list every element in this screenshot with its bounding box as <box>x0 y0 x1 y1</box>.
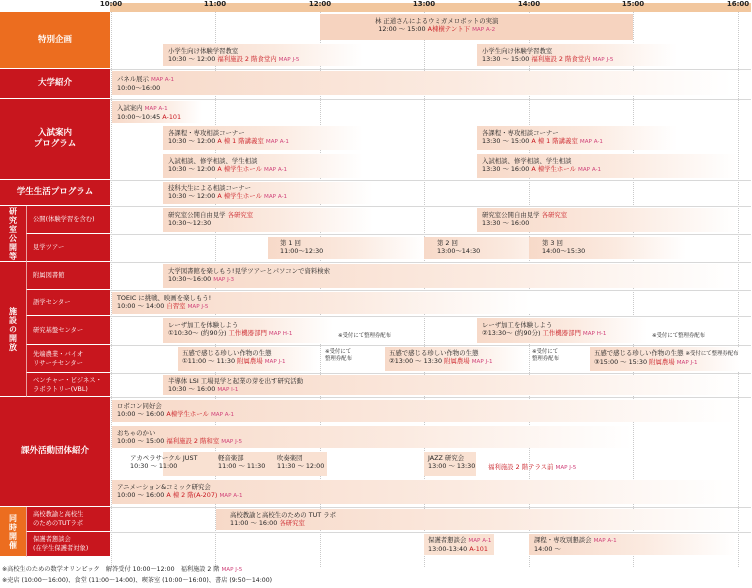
event-robot: 林 正道さんによるウミガメロボットの実演 12:00 〜 15:00 A棟横テント下 MAP A-2 <box>375 17 499 34</box>
subcategory-research: 研究基盤センター <box>26 316 110 345</box>
event-laser-am: レーザ加工を体験しよう ①10:30〜 (約90分) 工作機器部門 MAP H-1 <box>168 321 293 338</box>
time-label-13: 13:00 <box>412 0 436 8</box>
subcategory-lab-open: 公開(体験学習を含む) <box>26 206 110 234</box>
row-separator <box>110 507 751 508</box>
event-acapella: アカペラサークル JUST 10:30 〜 11:00 <box>130 454 198 471</box>
time-label-14: 14:00 <box>517 0 541 8</box>
event-crop1: 五感で感じる珍しい作物の生態 ①11:00 〜 11:30 附属農場 MAP J-1 <box>182 349 286 366</box>
event-parents: 保護者懇談会 MAP A-1 13:00-13:40 A-101 <box>428 536 492 554</box>
category-university: 大学紹介 <box>0 69 110 99</box>
event-courses-talk: 課程・専攻別懇談会 MAP A-1 14:00 〜 <box>534 536 617 554</box>
subcategory-agriculture: 先端農業・バイオ リサーチセンター <box>26 345 110 373</box>
subcategory-library: 附属図書館 <box>26 262 110 290</box>
subcategory-parents: 保護者懇談会 (在学生保護者対象) <box>26 532 110 557</box>
event-laser-pm: レーザ加工を体験しよう ②13:30〜 (約90分) 工作機器部門 MAP H-1 <box>482 321 607 338</box>
event-tour2: 第 2 回 13:00〜14:30 <box>437 239 481 256</box>
row-separator <box>110 99 751 100</box>
event-panel: パネル展示 MAP A-1 10:00〜16:00 <box>117 75 175 93</box>
footnote-math-olympiad: ※高校生のための数学オリンピック 解答受付 10:00〜12:00 福利施設 2 階 MAP J-5 <box>2 566 243 573</box>
event-crop2: 五感で感じる珍しい作物の生態 ②13:00 〜 13:30 附属農場 MAP J-1 <box>389 349 493 366</box>
footnote-shops: ※売店 (10:00〜16:00)、食堂 (11:00〜14:00)、喫茶室 (10:00〜16:00)、書店 (9:50〜14:00) <box>2 577 273 584</box>
event-crop3: 五感で感じる珍しい作物の生態 ※受付にて整理券配布 ③15:00 〜 15:30 附属農場 MAP J-1 <box>594 349 739 366</box>
bar-panel <box>112 71 732 95</box>
row-separator <box>110 206 751 207</box>
subcategory-vbl: ベンチャー・ビジネス・ ラボラトリー(VBL) <box>26 373 110 397</box>
event-jazz: JAZZ 研究会 13:00 〜 13:30 <box>428 454 476 471</box>
event-lsi: 半導体 LSI 工場見学と起業の芽を出す研究活動 10:30 〜 16:00 MAP I-1 <box>168 377 303 394</box>
time-label-12: 12:00 <box>308 0 332 8</box>
row-separator <box>110 290 751 291</box>
event-consult-pm: 入試相談、修学相談、学生相談 13:30 〜 16:00 A 棟学生ホール MAP A-1 <box>482 157 602 174</box>
note-laser-am: ※受付にて整理券配布 <box>338 333 392 339</box>
event-music-place: 福利施設 2 階テラス前 MAP J-5 <box>488 463 577 471</box>
row-separator <box>110 397 751 398</box>
row-separator <box>110 532 751 533</box>
category-simultaneous: 同時開催 <box>0 507 26 557</box>
time-label-16: 16:00 <box>726 0 750 8</box>
row-separator <box>110 234 751 235</box>
event-robocon: ロボコン同好会 10:00 〜 16:00 A棟学生ホール MAP A-1 <box>117 402 235 419</box>
event-lab-am: 研究室公開自由見学 各研究室 10:30〜12:30 <box>168 211 254 228</box>
event-course-pm: 各課程・専攻相談コーナー 13:30 〜 15:00 A 棟 1 階講義室 MAP A-1 <box>482 129 603 146</box>
row-separator <box>110 69 751 70</box>
category-facility: 施設の開放 <box>0 262 26 397</box>
event-kids-pm: 小学生向け体験学習教室 13:30 〜 15:00 福利施設 2 階食堂内 MAP J-5 <box>482 47 614 64</box>
event-tour3: 第 3 回 14:00〜15:30 <box>542 239 586 256</box>
event-brass: 吹奏楽団 11:30 〜 12:00 <box>277 454 325 471</box>
event-guide: 入試案内 MAP A-1 10:00〜10:45 A-101 <box>117 104 182 122</box>
note-laser-pm: ※受付にて整理券配布 <box>652 333 706 339</box>
event-light-music: 軽音楽部 11:00 〜 11:30 <box>218 454 266 471</box>
event-anime: アニメーション&コミック研究会 10:00 〜 16:00 A 棟 2 階(A-207) MAP A-1 <box>117 483 243 500</box>
category-special: 特別企画 <box>0 12 110 69</box>
category-lab: 研究室公開等 <box>0 206 26 262</box>
subcategory-language: 語学センター <box>26 290 110 316</box>
row-separator <box>110 180 751 181</box>
event-toeic: TOEIC に挑戦、映画を楽しもう! 10:00 〜 14:00 自習室 MAP J-5 <box>117 294 212 311</box>
row-separator <box>110 262 751 263</box>
event-course-am: 各課程・専攻相談コーナー 10:30 〜 12:00 A 棟 1 階講義室 MAP A-1 <box>168 129 289 146</box>
event-kids-am: 小学生向け体験学習教室 10:30 〜 12:00 福利施設 2 階食堂内 MAP J-5 <box>168 47 300 64</box>
category-student-life: 学生生活プログラム <box>0 180 110 206</box>
row-separator <box>110 316 751 317</box>
note-crop1: ※受付にて 整理券配布 <box>325 349 352 362</box>
subcategory-lab-tour: 見学ツアー <box>26 234 110 262</box>
row-separator <box>110 345 751 346</box>
time-label-11: 11:00 <box>203 0 227 8</box>
note-crop2: ※受付にて 整理券配布 <box>532 349 559 362</box>
row-separator <box>110 373 751 374</box>
event-tour1: 第 1 回 11:00〜12:30 <box>280 239 324 256</box>
event-tea: おちゃのかい 10:00 〜 15:00 福利施設 2 階和室 MAP J-5 <box>117 429 243 446</box>
event-library: 大学図書館を楽しもう!見学ツアーとパソコンで資料検索 10:30〜16:00 MAP J-3 <box>168 267 331 284</box>
category-clubs: 課外活動団体紹介 <box>0 397 110 507</box>
category-admission: 入試案内 プログラム <box>0 99 110 180</box>
event-lab-pm: 研究室公開自由見学 各研究室 13:30 〜 16:00 <box>482 211 568 228</box>
time-label-10: 10:00 <box>99 0 123 8</box>
event-consult-am: 入試相談、修学相談、学生相談 10:30 〜 12:00 A 棟学生ホール MAP A-1 <box>168 157 288 174</box>
event-student-life: 技科大生による相談コーナー 10:30 〜 12:00 A 棟学生ホール MAP A-1 <box>168 184 288 201</box>
time-label-15: 15:00 <box>621 0 645 8</box>
event-tutlab: 高校教諭と高校生のための TUT ラボ 11:00 〜 16:00 各研究室 <box>230 511 337 528</box>
subcategory-tut-lab: 高校教諭と高校生 のためのTUTラボ <box>26 507 110 532</box>
